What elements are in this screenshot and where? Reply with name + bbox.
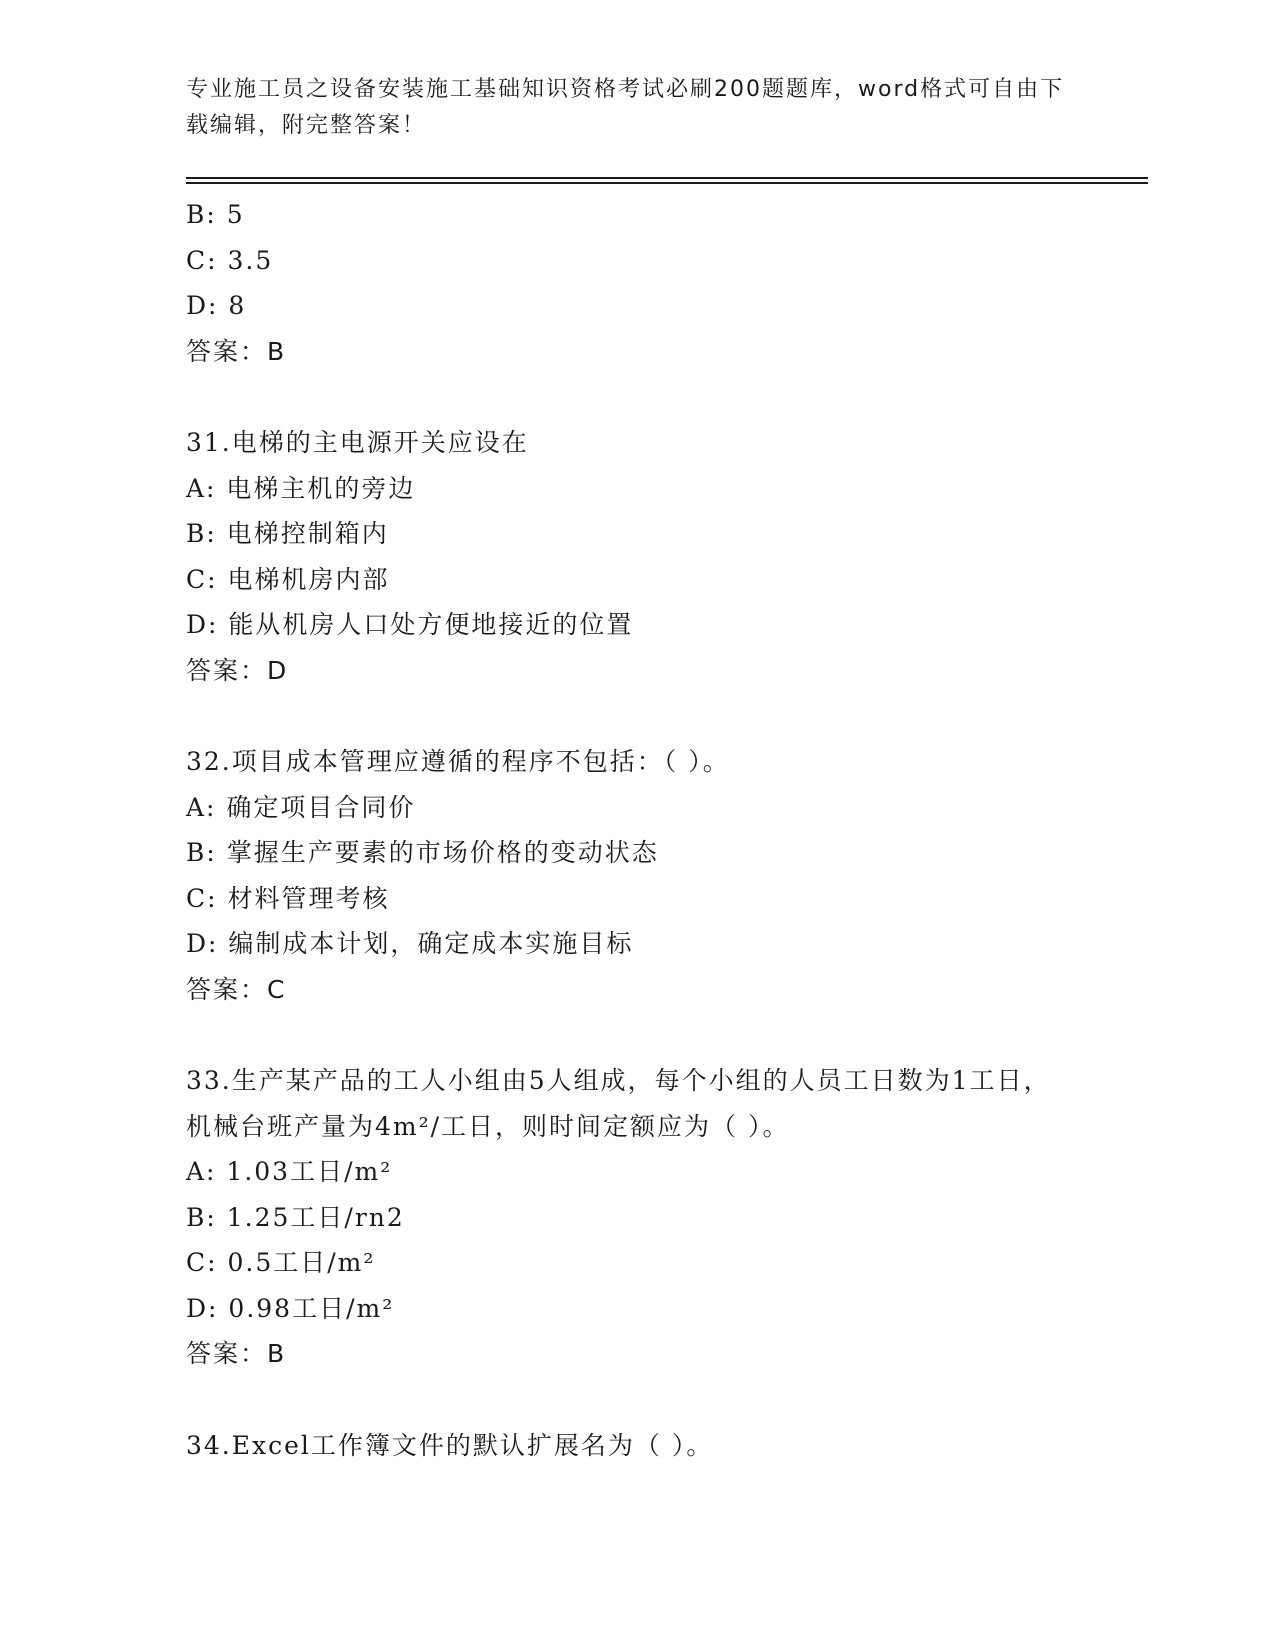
option-a: A: 确定项目合同价	[186, 792, 416, 822]
option-a: A: 1.03工日/m²	[186, 1157, 393, 1186]
header-divider-bottom	[186, 182, 1148, 184]
answer: 答案：C	[186, 974, 287, 1004]
header-divider-top	[186, 177, 1148, 179]
option-c: C: 0.5工日/m²	[186, 1248, 376, 1277]
option-b: B: 电梯控制箱内	[186, 519, 389, 548]
answer: 答案：B	[186, 1339, 287, 1368]
option-a: A: 电梯主机的旁边	[186, 473, 416, 503]
question-33	[186, 1058, 1136, 1377]
document-title: 专业施工员之设备安装施工基础知识资格考试必刷200题题库，word格式可自由下载编辑，附完整答案！	[186, 77, 1065, 138]
document-header	[186, 72, 1086, 144]
option-c: C: 电梯机房内部	[186, 564, 390, 594]
option-d: D: 0.98工日/m²	[186, 1293, 395, 1323]
option-c: C: 3.5	[186, 245, 274, 275]
question-text: 31.电梯的主电源开关应设在	[186, 428, 529, 457]
option-d: D: 8	[186, 291, 247, 320]
question-31	[186, 420, 1136, 693]
answer: 答案：B	[186, 336, 287, 366]
question-text: 34.Excel工作簿文件的默认扩展名为（ ）。	[186, 1430, 714, 1460]
question-text: 33.生产某产品的工人小组由5人组成，每个小组的人员工日数为1工日，机械台班产量为4m²/工日，则时间定额应为（ ）。	[186, 1066, 1051, 1141]
option-d: D: 能从机房人口处方便地接近的位置	[186, 610, 634, 639]
question-32	[186, 739, 1136, 1012]
question-list	[186, 192, 1136, 1468]
question-text: 32.项目成本管理应遵循的程序不包括：（ ）。	[186, 747, 730, 776]
option-c: C: 材料管理考核	[186, 883, 390, 913]
option-d: D: 编制成本计划，确定成本实施目标	[186, 929, 634, 958]
answer: 答案：D	[186, 655, 289, 685]
option-b: B: 掌握生产要素的市场价格的变动状态	[186, 838, 659, 867]
option-b: B: 1.25工日/rn2	[186, 1202, 405, 1232]
question-30-tail	[186, 192, 1136, 374]
option-b: B: 5	[186, 200, 245, 229]
question-34	[186, 1423, 1136, 1469]
